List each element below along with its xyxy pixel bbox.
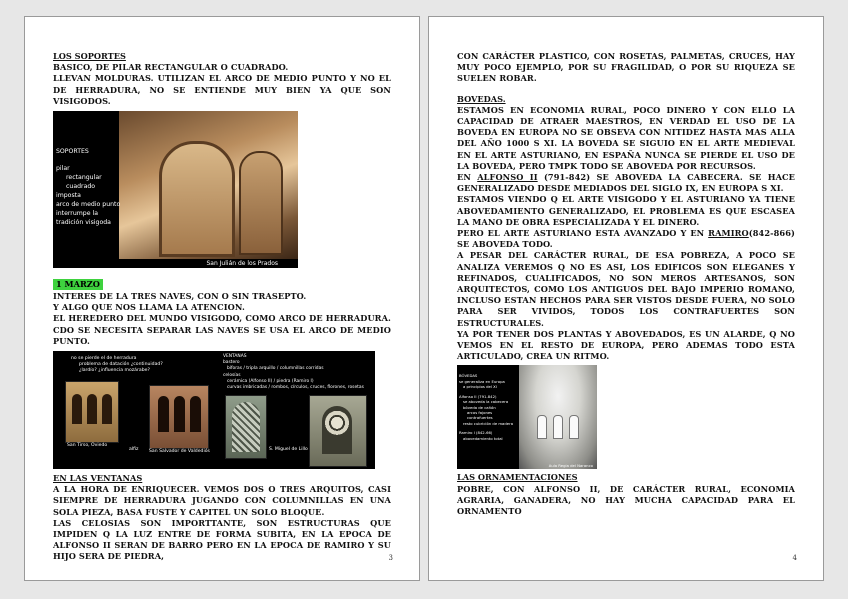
- slide-line: tradición visigoda: [56, 219, 111, 227]
- paragraph-marzo-2: Y ALGO QUE NOS LLAMA LA ATENCION.: [53, 302, 245, 313]
- link-alfonso-ii[interactable]: ALFONSO II: [477, 172, 538, 183]
- slide-line: bíforas / tripla arquillo / columnillas corridas: [227, 366, 324, 372]
- slide-line: imposta: [56, 192, 81, 200]
- paragraph-intro: CON CARÁCTER PLASTICO, CON ROSETAS, PALMETAS, CRUCES, HAY MUY POCO EJEMPLO, POR SU FRAGILIDAD, O POR SU RIQUEZA SE SUELEN ROBAR.: [457, 51, 795, 84]
- slide-title: BÓVEDAS: [459, 373, 478, 379]
- arch-shape: [159, 141, 235, 257]
- page-4: [428, 16, 824, 581]
- slide-soportes-image: [53, 111, 298, 268]
- paragraph-bovedas-3: ESTAMOS VIENDO Q EL ARTE VISIGODO Y EL ASTURIANO YA TIENE ABOVEDAMIENTO GENERALIZADO, EL PROBLEMA ES QUE ESCASEA LA MANO DE OBRA ESPECIALIZADA Y EL DINERO.: [457, 194, 795, 227]
- heading-soportes: LOS SOPORTES: [53, 51, 126, 61]
- paragraph-bovedas-1: ESTAMOS EN ECONOMIA RURAL, POCO DINERO Y CON ELLO LA CAPACIDAD DE ATRAER MAESTROS, EN VERDAD EL USO DE LA BOVEDA EN EUROPA NO SE OBSEVA CON NITIDEZ HASTA MAS ALLA DEL AÑO 1000 S XI. LA BOVEDA SE SIGUIO EN EL ARTE MEDIEVAL EN EL ARTE ASTURIANO, EN ESPAÑA NUNCA SE PIERDE EL USO DE LA BOVEDA, PERO TMPK TODO SE ABOVEDA POR RECURSOS.: [457, 104, 795, 171]
- link-ramiro[interactable]: RAMIRO: [708, 228, 749, 239]
- slide-bovedas-text: [459, 373, 513, 440]
- page-3-content: [53, 51, 391, 563]
- slide-soportes-text: [56, 147, 120, 227]
- heading-bovedas: BOVEDAS.: [457, 93, 506, 104]
- window-photo-1: [65, 381, 119, 443]
- paragraph-ornamentaciones: POBRE, CON ALFONSO II, DE CARÁCTER RURAL, ECONOMIA AGRARIA, GANADERA, NO HAY MUCHA CAPACIDAD PARA EL ORNAMENTO: [457, 483, 795, 517]
- slide-line: arco de medio punto: [56, 201, 121, 209]
- slide-line: resto cubrición de madera: [463, 420, 514, 426]
- slide-line: Alfonso II (791-842): [459, 393, 497, 399]
- paragraph-ventanas-2: LAS CELOSIAS SON IMPORTTANTE, SON ESTRUCTURAS QUE IMPIDEN Q LA LUZ ENTRE DE FORMA SUBITA, EN LA EPOCA DE ALFONSO II SERAN DE BARRO PERO EN LA EPOCA DE RAMIRO Y SU HIJO SERA DE PIEDRA,: [53, 517, 391, 562]
- slide-ventanas-text-left: [71, 356, 163, 374]
- slide-line: pilar: [56, 165, 70, 173]
- paragraph-soportes-1: BASICO, DE PILAR RECTANGULAR O CUADRADO.: [53, 62, 289, 73]
- vault-interior-photo: [519, 365, 597, 469]
- text-segment: (791-842) SE ABOVEDA LA CABECERA. SE HACE GENERALIZADO DESDE MEDIADOS DEL SIGLO IX, EN EUROPA S XI.: [457, 172, 796, 194]
- window-shape: [569, 415, 579, 439]
- slide-line: arcos fajones: [467, 409, 493, 415]
- slide-line: interrumpe la: [56, 210, 99, 218]
- paragraph-marzo-3: EL HEREDERO DEL MUNDO VISIGODO, COMO ARCO DE HERRADURA. CDO SE NECESITA SEPARAR LAS NAVES SE USA EL ARCO DE MEDIO PUNTO.: [53, 313, 391, 346]
- paragraph-bovedas-6: YA POR TENER DOS PLANTAS Y ABOVEDADOS, ES UN ALARDE, Q NO VEMOS EN EL RESTO DE EUROPA, PERO ADEMAS TODO ESTA ARTICULADO, CREA UN RITMO.: [457, 328, 795, 362]
- caption-san-tirso: San Tirso, Oviedo: [67, 443, 108, 449]
- window-photo-3: [225, 395, 267, 459]
- slide-line: bóveda de cañón: [463, 404, 496, 410]
- slide-line: Ramiro I (842-66): [459, 430, 493, 436]
- slide-line: se generaliza en Europa: [459, 378, 505, 384]
- slide-line: celosías: [223, 372, 241, 378]
- slide-line: cuadrado: [66, 183, 96, 191]
- slide-line: cerámica (Alfonso II) / piedra (Ramiro I): [227, 378, 314, 384]
- slide-line: se aboveda la cabecera: [463, 399, 509, 405]
- slide-line: no se pierde el de herradura: [71, 356, 137, 362]
- page-number: 3: [388, 554, 393, 562]
- paragraph-marzo-1: INTERES DE LA TRES NAVES, CON O SIN TRASEPTO.: [53, 291, 307, 302]
- slide-line: curvas imbricadas / rombos, círculos, cruces, florones, rosetas: [227, 385, 364, 391]
- window-photo-4: [309, 395, 367, 467]
- heading-ornamentaciones: LAS ORNAMENTACIONES: [457, 472, 578, 483]
- paragraph-bovedas-2: [457, 172, 795, 194]
- text-segment: (842-866) SE ABOVEDA TODO.: [457, 228, 795, 250]
- slide-ventanas-image: [53, 351, 375, 469]
- text-segment: PERO EL ARTE ASTURIANO ESTA AVANZADO Y EN: [457, 228, 709, 239]
- paragraph-bovedas-4: [457, 228, 795, 250]
- slide-line: problema de datación ¿continuidad?: [79, 362, 163, 368]
- arch-shape-2: [239, 151, 283, 255]
- window-photo-2: [149, 385, 209, 449]
- church-interior-photo: [119, 111, 298, 259]
- slide-caption: Aula Regia del Naranco: [548, 463, 593, 469]
- caption-alfiz: alfiz: [129, 447, 139, 453]
- paragraph-ventanas-1: A LA HORA DE ENRIQUECER. VEMOS DOS O TRES ARQUITOS, CASI SIEMPRE DE HERRADURA JUGANDO CON COLUMNILLAS EN UNA SOLA PIEZA, BASA FUSTE Y CAPITEL UN SOLO BLOQUE.: [53, 484, 391, 517]
- window-shape: [537, 415, 547, 439]
- slide-line: a principios del XI: [463, 384, 497, 390]
- paragraph-bovedas-5: A PESAR DEL CARÁCTER RURAL, DE ESA POBREZA, A POCO SE ANALIZA VEREMOS Q NO ES ASI, LOS EDIFICOS SON ELEGANES Y REFINADOS, CUALIFICADOS, NO SON MEROS ARTESANOS, SON ARQUITECTOS, COMO LOS ANTIGUOS DEL BAJO IMPERIO ROMANO, INCLUSO ESTAN HECHOS PARA SER VISTOS DESDE FUERA, NO SOLO PARA SER VIVIDOS, TODOS LOS CONTRAFUERTES SON ESTRUCTURALES.: [457, 250, 795, 328]
- window-shape: [553, 415, 563, 439]
- slide-line: contrafuertes: [467, 415, 493, 421]
- slide-title: SOPORTES: [56, 148, 89, 156]
- caption-san-miguel: S. Miguel de Lillo: [269, 447, 308, 453]
- slide-line: ¿lardío? ¿influencia mozárabe?: [79, 368, 150, 374]
- slide-caption: San Julián de los Prados: [206, 260, 278, 268]
- page-number: 4: [792, 554, 797, 562]
- heading-ventanas: EN LAS VENTANAS: [53, 473, 143, 484]
- date-highlight: 1 MARZO: [53, 279, 103, 290]
- slide-line: abovedamiento total: [463, 435, 503, 441]
- paragraph-soportes-2: LLEVAN MOLDURAS. UTILIZAN EL ARCO DE MEDIO PUNTO Y NO EL DE HERRADURA, NO SE ENTIENDE MUY BIEN YA QUE SON VISIGODOS.: [53, 73, 391, 106]
- slide-title: VENTANAS: [223, 354, 247, 360]
- text-segment: EN: [457, 172, 478, 183]
- slide-bovedas-image: [457, 365, 597, 469]
- slide-line: rectangular: [66, 174, 102, 182]
- page-4-content: [457, 51, 795, 517]
- slide-line: bastero: [223, 360, 240, 366]
- caption-san-salvador: San Salvador de Valdediós: [149, 449, 210, 455]
- page-3: [24, 16, 420, 581]
- slide-ventanas-text-right: [223, 354, 364, 391]
